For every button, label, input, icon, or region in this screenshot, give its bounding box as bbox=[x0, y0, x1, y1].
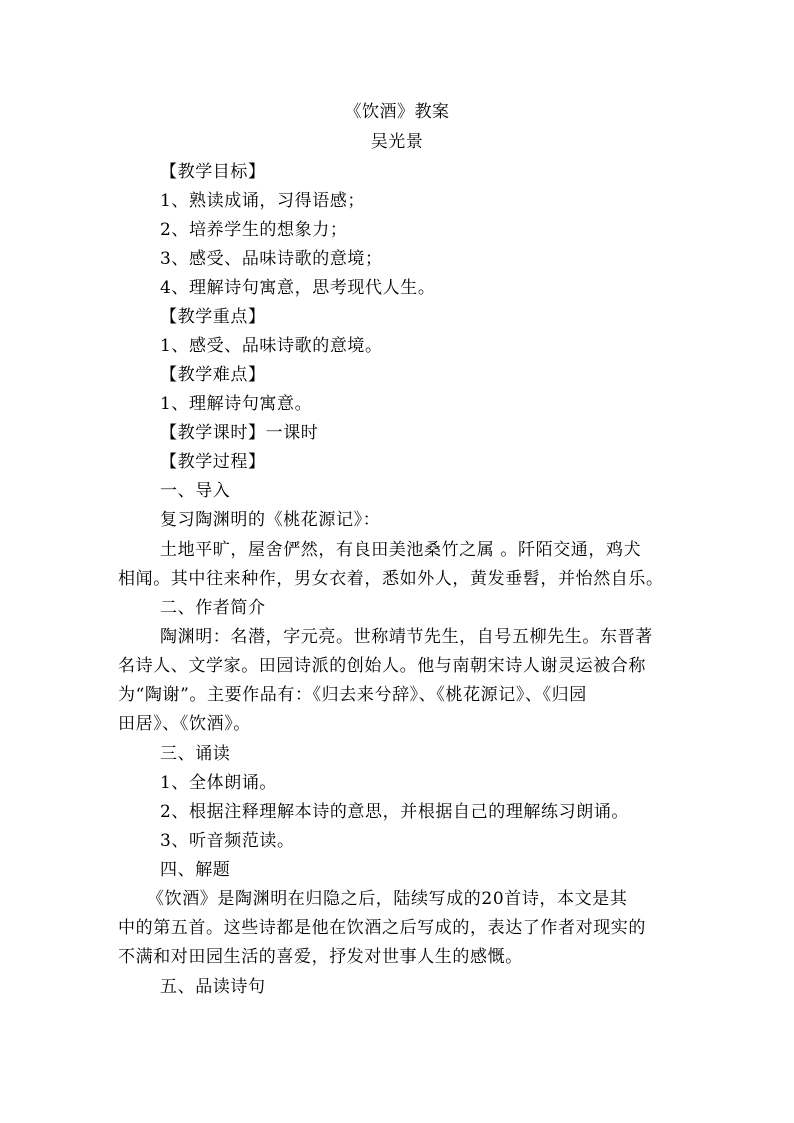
section-intro-heading: 一、导入 bbox=[160, 481, 231, 501]
heading-teaching-goals: 【教学目标】 bbox=[160, 162, 266, 182]
difficulty-item-1: 1、理解诗句寓意。 bbox=[160, 394, 313, 414]
heading-key-points: 【教学重点】 bbox=[160, 307, 266, 327]
heading-teaching-process: 【教学过程】 bbox=[160, 452, 266, 472]
document-title: 《饮酒》教案 bbox=[344, 102, 450, 122]
key-point-item-1: 1、感受、品味诗歌的意境。 bbox=[160, 336, 383, 356]
reading-item-2: 2、根据注释理解本诗的意思，并根据自己的理解练习朗诵。 bbox=[160, 802, 630, 822]
document-author: 吴光景 bbox=[370, 132, 424, 152]
reading-item-3: 3、听音频范读。 bbox=[160, 831, 295, 851]
review-line: 复习陶渊明的《桃花源记》： bbox=[160, 510, 381, 530]
goal-item-2: 2、培养学生的想象力； bbox=[160, 220, 348, 240]
section-author-heading: 二、作者简介 bbox=[160, 598, 266, 618]
explain-line-1: 《饮酒》是陶渊明在归隐之后，陆续写成的20首诗，本文是其 bbox=[147, 889, 628, 909]
goal-item-1: 1、熟读成诵，习得语感； bbox=[160, 191, 366, 211]
explain-line-3: 不满和对田园生活的喜爱，抒发对世事人生的感慨。 bbox=[118, 947, 523, 967]
quote-text-line-1: 土地平旷，屋舍俨然，有良田美池桑竹之属 。阡陌交通，鸡犬 bbox=[160, 540, 642, 560]
section-poem-reading-heading: 五、品读诗句 bbox=[160, 977, 266, 997]
reading-item-1: 1、全体朗诵。 bbox=[160, 773, 278, 793]
quote-text-line-2: 相闻。其中往来种作，男女衣着，悉如外人，黄发垂髫，并怡然自乐。 bbox=[118, 569, 664, 589]
section-title-explain-heading: 四、解题 bbox=[160, 860, 231, 880]
author-intro-line-1: 陶渊明：名潜，字元亮。世称靖节先生，自号五柳先生。东晋著 bbox=[160, 627, 653, 647]
heading-difficulties: 【教学难点】 bbox=[160, 365, 266, 385]
author-intro-line-4: 田居》、《饮酒》。 bbox=[118, 714, 251, 734]
goal-item-4: 4、理解诗句寓意，思考现代人生。 bbox=[160, 278, 436, 298]
heading-class-hours: 【教学课时】一课时 bbox=[160, 423, 319, 443]
author-intro-line-3: 为“陶谢”。主要作品有：《归去来兮辞》、《桃花源记》、《归园 bbox=[118, 685, 587, 705]
section-reading-heading: 三、诵读 bbox=[160, 744, 231, 764]
goal-item-3: 3、感受、品味诗歌的意境； bbox=[160, 249, 383, 269]
explain-line-2: 中的第五首。这些诗都是他在饮酒之后写成的，表达了作者对现实的 bbox=[118, 918, 646, 938]
author-intro-line-2: 名诗人、文学家。田园诗派的创始人。他与南朝宋诗人谢灵运被合称 bbox=[118, 656, 646, 676]
